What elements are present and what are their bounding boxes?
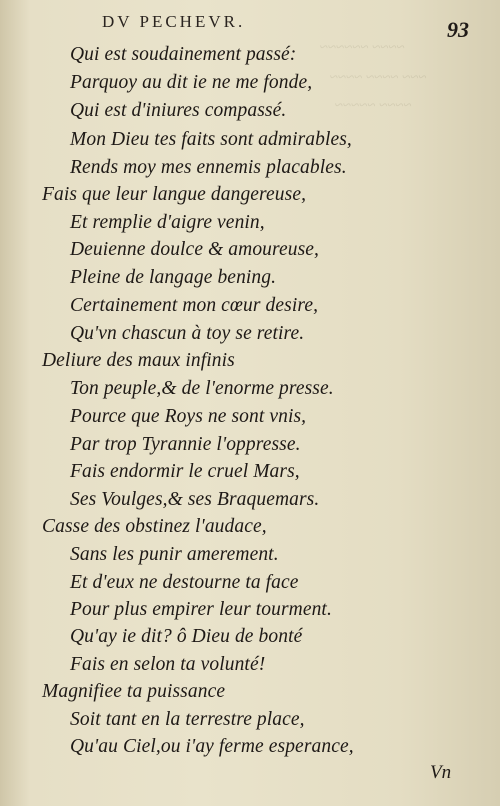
verse-line: Certainement mon cœur desire, (70, 295, 319, 316)
verse-line: Ses Voulges,& ses Braquemars. (70, 489, 320, 510)
verse-line: Qui est d'iniures compassé. (70, 100, 287, 121)
bleed-through-text: ~~~~ ~~~~~~ (320, 40, 405, 56)
verse-line: Qui est soudainement passé: (70, 44, 297, 65)
page-number: 93 (447, 17, 469, 42)
verse-line: Mon Dieu tes faits sont admirables, (70, 129, 352, 150)
verse-line: Pour plus empirer leur tourment. (70, 599, 332, 620)
verse-line: Magnifiee ta puissance (42, 681, 226, 702)
verse-line: Qu'vn chascun à toy se retire. (70, 323, 305, 344)
verse-line: Fais que leur langue dangereuse, (42, 184, 307, 205)
verse-line: Qu'ay ie dit? ô Dieu de bonté (70, 626, 303, 647)
verse-line: Par trop Tyrannie l'oppresse. (70, 434, 301, 455)
verse-line: Et remplie d'aigre venin, (70, 212, 265, 233)
verse-line: Pleine de langage bening. (70, 267, 277, 288)
verse-line: Qu'au Ciel,ou i'ay ferme esperance, (70, 736, 354, 757)
verse-line: Deuienne doulce & amoureuse, (70, 239, 320, 260)
bleed-through-text: ~~~ ~~~~ ~~~~ (330, 70, 427, 86)
verse-line: Casse des obstinez l'audace, (42, 516, 267, 537)
running-title: DV PECHEVR. (102, 12, 246, 31)
verse-line: Sans les punir amerement. (70, 544, 279, 565)
verse-line: Pource que Roys ne sont vnis, (70, 406, 307, 427)
bleed-through-text: ~~~~ ~~~~~ (335, 98, 412, 114)
catchword: Vn (430, 762, 452, 783)
verse-line: Ton peuple,& de l'enorme presse. (70, 378, 334, 399)
verse-line: Fais endormir le cruel Mars, (70, 461, 300, 482)
verse-line: Et d'eux ne destourne ta face (70, 572, 299, 593)
verse-line: Fais en selon ta volunté! (70, 654, 266, 675)
verse-line: Parquoy au dit ie ne me fonde, (70, 72, 313, 93)
verse-line: Deliure des maux infinis (42, 350, 235, 371)
verse-line: Soit tant en la terrestre place, (70, 709, 305, 730)
verse-line: Rends moy mes ennemis placables. (70, 157, 347, 178)
